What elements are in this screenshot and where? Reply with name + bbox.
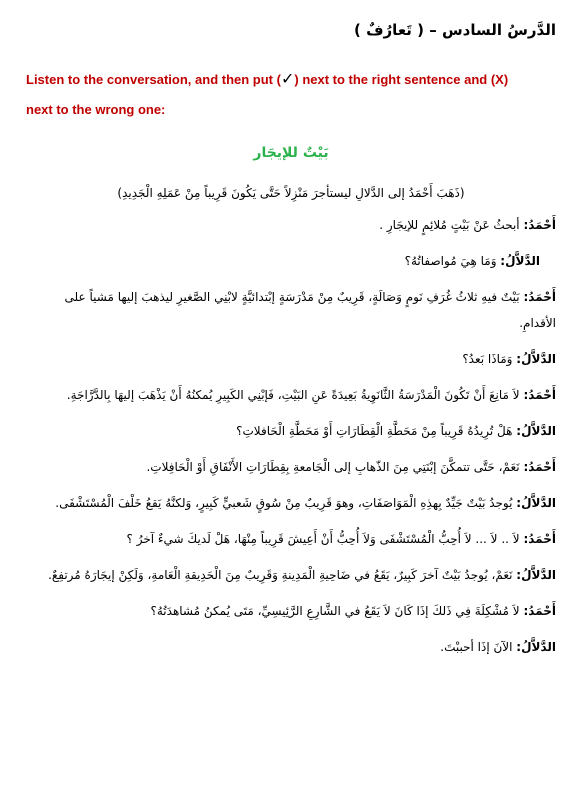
line-text: لاَ مَانِعَ أَنْ تَكُونَ الْمَدْرَسَةُ الثَّانَوِيةُ بَعِيدَةً عَنِ البَيْتِ، فَإبْنِي الكَبِيرِ يُمكنُهُ أَنْ يَذْهَبَ إليهَا بِالدَّرَّاجَةِ. [66, 388, 524, 402]
instructions-text-middle: ) next to the right sentence and ( [294, 72, 496, 87]
speaker-name: الدَّلاَّلُ: [516, 352, 556, 366]
dialogue-title: بَيْتٌ للإيجَار [253, 145, 329, 161]
speaker-name: الدَّلاَّلُ: [516, 568, 556, 582]
line-text: لاَ .. لاَ ... لاَ أُحِبُّ الْمُسْتَشْفَى وَلاَ أُحِبُّ أَنْ أَعِيشَ قَرِيباً مِنْهَا، هَلْ لَديكَ شيءٌ آخرُ ؟ [126, 532, 524, 546]
dialogue-intro: (ذَهَبَ أَحْمَدُ إلى الدَّلالِ ليستأجرَ مَنْزِلاً حَتَّى يَكُونَ قَرِيباً مِنْ عَمَلِهِ الْجَدِيدِ) [117, 186, 465, 200]
line-text: يُوجدُ بَيْتٌ جَيِّدٌ بِهذِهِ الْمَوَاصَفَاتِ، وهوَ قَرِيبٌ مِنْ سُوقٍ شَعبيٍّ كَبِيرٍ، وَلكنَّهُ يَقعُ خَلْفَ الْمُسْتَشْفَى. [55, 496, 517, 510]
dialogue-line [26, 382, 556, 408]
speaker-name: أَحْمَدُ: [523, 460, 556, 474]
instructions [26, 64, 556, 125]
line-text: بَيْتٌ فيهِ ثلاثُ غُرَفِ نَومٍ وَصَالَةٍ، قَرِيبٌ مِنْ مَدْرَسَةٍ إبْتدائيَّةٍ لابْنِي الصَّغيرِ ليذهبَ إليها مَشياً على الأقدامِ. [64, 290, 556, 330]
dialogue-line [26, 248, 556, 274]
dialogue-line [26, 454, 556, 480]
dialogue-line [26, 598, 556, 624]
line-text: أبحثُ عَنْ بَيْتٍ مُلائِمٍ للإيجَارِ . [379, 218, 524, 232]
line-text: الآنَ إذَا أحببْتَ. [440, 640, 517, 654]
instructions-line-2: next to the wrong one: [26, 102, 166, 117]
speaker-name: أَحْمَدُ: [523, 604, 556, 618]
x-mark: X [495, 72, 504, 87]
dialogue-line [26, 418, 556, 444]
line-text: لاَ مُشْكِلَةَ فِي ذَلكَ إذَا كَانَ لاَ يَقَعُ في الشَّارِعِ الرَّئِيسِيِّ، مَتَى يُمكنُ مُشاهدَتُهُ؟ [150, 604, 524, 618]
dialogue-line [26, 562, 556, 588]
line-text: وَمَا هِيَ مُواصفاتُهُ؟ [404, 254, 501, 268]
speaker-name: الدَّلاَّلُ: [516, 424, 556, 438]
line-text: وَمَاذَا بَعدُ؟ [462, 352, 517, 366]
check-mark-icon: ✓ [280, 69, 295, 88]
dialogue-line [26, 212, 556, 238]
lesson-title: الدَّرسُ السادس – ( تَعارُفٌ ) [354, 21, 556, 39]
speaker-name: أَحْمَدُ: [523, 388, 556, 402]
dialogue-lines [26, 212, 556, 660]
line-text: نَعَمْ، يُوجدُ بَيْتٌ آخرَ كَبِيرٌ، يَقَعُ في ضَاحِيةِ الْمَدِينةِ وَقَرِيبٌ مِنَ الْحَدِيقةِ الْعَامةِ، وَلَكِنْ إيجَارَهُ مُرتفِعٌ. [48, 568, 517, 582]
speaker-name: الدَّلاَّلُ: [500, 254, 540, 268]
speaker-name: الدَّلاَّلُ: [516, 640, 556, 654]
instructions-text-end: ) [503, 72, 509, 87]
dialogue-line [26, 490, 556, 516]
speaker-name: أَحْمَدُ: [523, 290, 556, 304]
instructions-text-start: Listen to the conversation, and then put ( [26, 72, 281, 87]
dialogue-line [26, 284, 556, 336]
dialogue-line [26, 634, 556, 660]
dialogue-line [26, 346, 556, 372]
speaker-name: الدَّلاَّلُ: [516, 496, 556, 510]
line-text: نَعَمْ، حَتَّى تتمكَّنَ إبْنَتِي مِنَ الذّهابِ إلى الْجَامعةِ بِقِطَارَاتِ الأَنْفَاقِ أَوْ الْحَافِلاتِ. [146, 460, 524, 474]
dialogue-line [26, 526, 556, 552]
speaker-name: أَحْمَدُ: [523, 218, 556, 232]
line-text: هَلْ تُرِيدُهُ قَرِيباً مِنْ مَحَطَّةِ الْقِطَارَاتِ أَوْ مَحَطَّةِ الْحَافلاتِ؟ [236, 424, 517, 438]
speaker-name: أَحْمَدُ: [523, 532, 556, 546]
